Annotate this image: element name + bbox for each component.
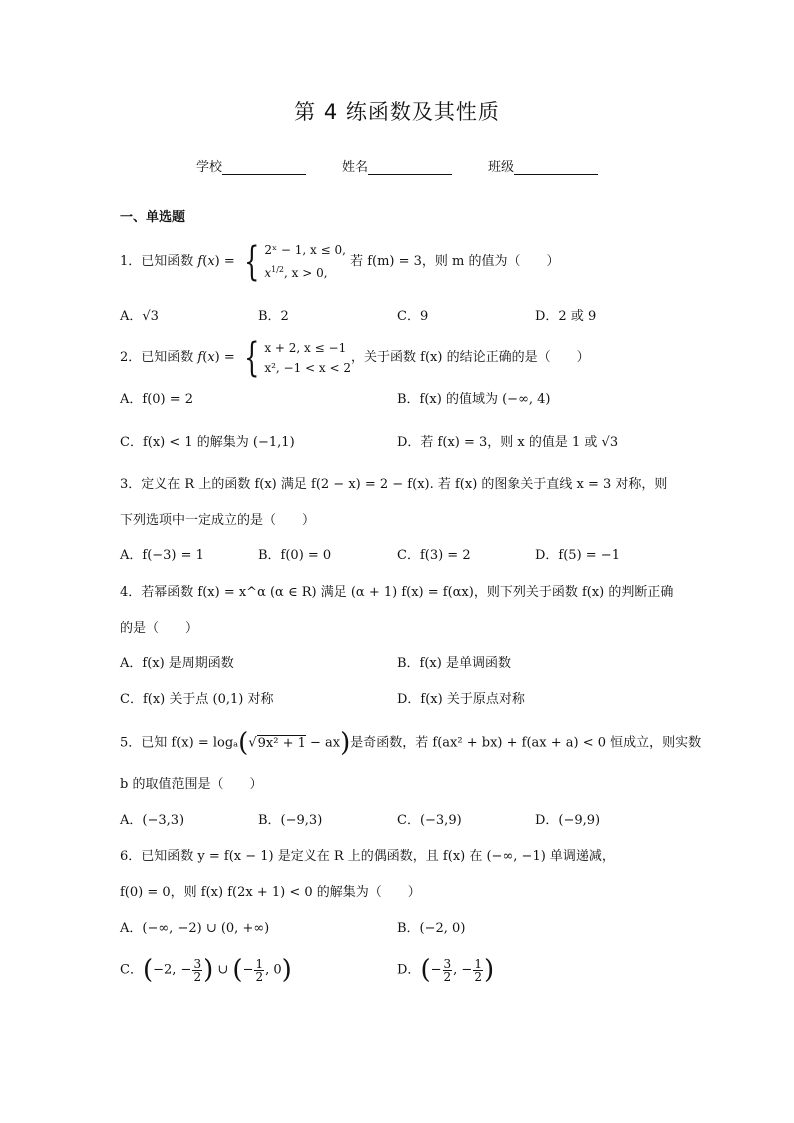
q2-option-d[interactable]: D．若 f(x) = 3，则 x 的值是 1 或 √3: [397, 435, 619, 450]
class-field: [488, 156, 598, 175]
q4-option-a[interactable]: A．f(x) 是周期函数: [120, 656, 234, 671]
q2-case2: x², −1 < x < 2: [264, 360, 352, 375]
class-blank[interactable]: [514, 162, 598, 175]
class-label: 班级: [488, 160, 515, 175]
q2-option-a[interactable]: A．f(0) = 2: [120, 392, 194, 407]
q2-option-b[interactable]: B．f(x) 的值域为 (−∞, 4): [397, 392, 551, 407]
q5-option-d[interactable]: D．(−9,9): [535, 813, 601, 828]
q1-prefix: 1．已知函数: [120, 254, 194, 269]
question-5-line-1: 5．已知 f(x) = logₐ(√9x² + 1 − ax)是奇函数，若 f(ax² + bx) + f(ax + a) < 0 恒成立，则实数: [120, 728, 702, 758]
q5-sqrt: 9x² + 1: [257, 735, 306, 751]
q6-c-part2: −: [242, 962, 254, 978]
school-field: [196, 156, 306, 175]
school-blank[interactable]: [222, 162, 306, 175]
q4-option-b[interactable]: B．f(x) 是单调函数: [397, 656, 511, 671]
name-blank[interactable]: [368, 162, 452, 175]
q1-case2: , x > 0,: [284, 266, 328, 280]
q2-suffix: ，关于函数 f(x) 的结论正确的是（ ）: [351, 350, 590, 365]
question-1: 1．已知函数 f(x) = { 2ˣ − 1, x ≤ 0, $x^{1/2}$, x > 0, 若 f(m) = 3，则 m 的值为（ ）: [120, 238, 560, 285]
q1-option-a[interactable]: A．√3: [120, 309, 159, 324]
q3-option-d[interactable]: D．f(5) = −1: [535, 548, 620, 563]
fraction-three-halves: $\frac{3}{2}$: [193, 956, 202, 984]
q6-option-a[interactable]: A．(−∞, −2) ∪ (0, +∞): [120, 921, 270, 936]
q6-option-b[interactable]: B．(−2, 0): [397, 921, 466, 936]
q1-option-d[interactable]: D．2 或 9: [535, 309, 597, 324]
q4-option-d[interactable]: D．f(x) 关于原点对称: [397, 692, 525, 707]
q6-d-part2: , −: [453, 962, 473, 978]
q4-option-c[interactable]: C．f(x) 关于点 (0,1) 对称: [120, 692, 274, 707]
question-4-line-2: 的是（ ）: [120, 621, 199, 636]
q5-option-b[interactable]: B．(−9,3): [258, 813, 323, 828]
q1-suffix: 若 f(m) = 3，则 m 的值为（ ）: [350, 254, 560, 269]
q6-option-c-label: C．: [120, 962, 143, 978]
q5-text-b: − ax: [305, 735, 341, 751]
q1-case1: 2ˣ − 1, x ≤ 0,: [264, 243, 346, 257]
page-title: 第 4 练函数及其性质: [294, 100, 500, 124]
name-field: [342, 156, 452, 175]
q3-option-b[interactable]: B．f(0) = 0: [258, 548, 332, 563]
question-5-line-2: b 的取值范围是（ ）: [120, 777, 263, 792]
fraction-one-half: $\frac{1}{2}$: [474, 956, 482, 984]
q5-option-a[interactable]: A．(−3,3): [120, 813, 185, 828]
q6-c-part1: −2, −: [153, 962, 192, 978]
q2-option-c[interactable]: C．f(x) < 1 的解集为 (−1,1): [120, 435, 295, 450]
q2-prefix: 2．已知函数: [120, 350, 194, 365]
q1-option-c[interactable]: C．9: [397, 309, 429, 324]
question-4-line-1: 4．若幂函数 f(x) = x^α (α ∈ R) 满足 (α + 1) f(x) = f(αx)，则下列关于函数 f(x) 的判断正确: [120, 585, 674, 600]
name-label: 姓名: [342, 160, 369, 175]
school-label: 学校: [196, 160, 223, 175]
q5-option-c[interactable]: C．(−3,9): [397, 813, 462, 828]
q2-cases: [264, 338, 351, 378]
question-3-line-1: 3．定义在 R 上的函数 f(x) 满足 f(2 − x) = 2 − f(x). 若 f(x) 的图象关于直线 x = 3 对称，则: [120, 477, 668, 492]
q1-cases: 2ˣ − 1, x ≤ 0, $x^{1/2}$, x > 0,: [264, 240, 346, 283]
question-2: 2．已知函数 f(x) = { x + 2, x ≤ −1 x², −1 < x < 2 ，关于函数 f(x) 的结论正确的是（ ）: [120, 334, 590, 381]
union-symbol: ∪: [213, 962, 233, 978]
q5-text-a: 5．已知 f(x) = logₐ: [120, 735, 239, 751]
question-6-line-1: 6．已知函数 y = f(x − 1) 是定义在 R 上的偶函数，且 f(x) 在 (−∞, −1) 单调递减，: [120, 849, 615, 864]
q3-option-c[interactable]: C．f(3) = 2: [397, 548, 471, 563]
fraction-one-half: $\frac{1}{2}$: [255, 956, 264, 984]
question-6-line-2: f(0) = 0，则 f(x) f(2x + 1) < 0 的解集为（ ）: [120, 885, 421, 900]
q6-d-part1: −: [430, 962, 442, 978]
q6-c-part3: , 0: [265, 962, 282, 978]
section-heading: 一、单选题: [120, 210, 186, 225]
q2-case1: x + 2, x ≤ −1: [264, 340, 347, 355]
q6-option-c[interactable]: C．(−2, − $\frac{3}{2}$ ) ∪ (− $\frac{1}{2}$ , 0): [120, 955, 292, 985]
q6-option-d[interactable]: D．(− $\frac{3}{2}$ , − $\frac{1}{2}$ ): [397, 955, 495, 985]
q5-text-c: 是奇函数，若 f(ax² + bx) + f(ax + a) < 0 恒成立，则实数: [350, 735, 702, 751]
fraction-three-halves: $\frac{3}{2}$: [443, 956, 452, 984]
q1-case2-exp: 1/2: [271, 265, 284, 274]
q6-option-d-label: D．: [397, 962, 421, 978]
q3-option-a[interactable]: A．f(−3) = 1: [120, 548, 204, 563]
question-3-line-2: 下列选项中一定成立的是（ ）: [120, 513, 316, 528]
q1-option-b[interactable]: B．2: [258, 309, 289, 324]
